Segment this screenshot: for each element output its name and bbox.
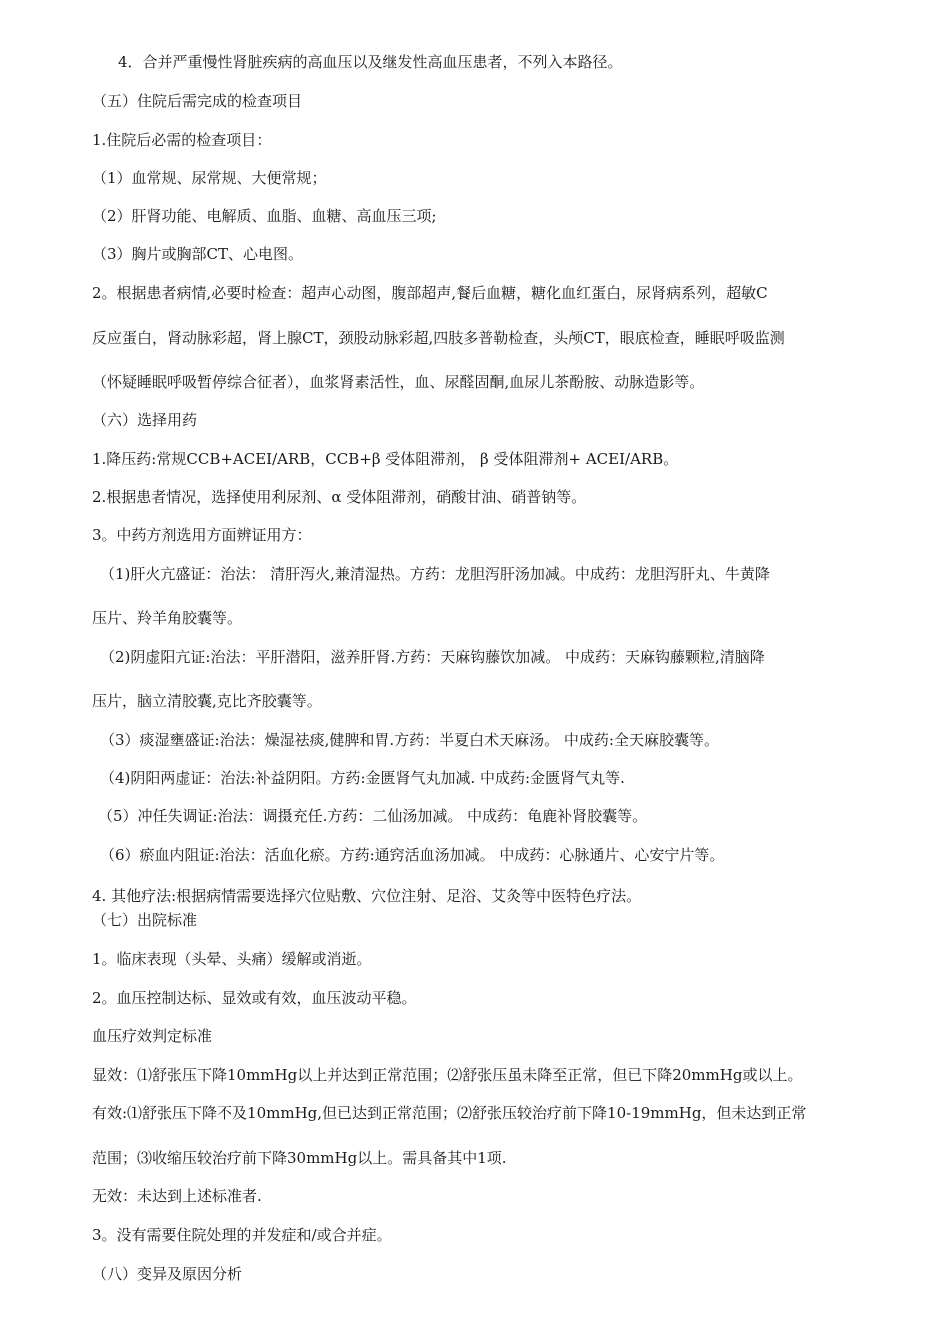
text-line: 2.根据患者情况，选择使用利尿剂、α 受体阻滞剂，硝酸甘油、硝普钠等。 bbox=[92, 488, 587, 506]
text-line: 1.降压药:常规CCB+ACEI/ARB，CCB+β 受体阻滞剂， β 受体阻滞剂+ ACEI/ARB。 bbox=[92, 450, 679, 468]
text-line: 4. 其他疗法:根据病情需要选择穴位贴敷、穴位注射、足浴、艾灸等中医特色疗法。 bbox=[92, 887, 642, 905]
section-heading-7: （七）出院标准 bbox=[92, 911, 198, 929]
text-line: 压片、羚羊角胶囊等。 bbox=[92, 609, 243, 627]
text-line: 有效:⑴舒张压下降不及10mmHg,但已达到正常范围；⑵舒张压较治疗前下降10-19mmHg，但未达到正常 bbox=[92, 1104, 807, 1122]
subheading: 血压疗效判定标准 bbox=[92, 1027, 213, 1045]
text-line: 1.住院后必需的检查项目： bbox=[92, 131, 272, 149]
section-heading-5: （五）住院后需完成的检查项目 bbox=[92, 92, 303, 110]
text-line: 4．合并严重慢性肾脏疾病的高血压以及继发性高血压患者，不列入本路径。 bbox=[118, 53, 623, 71]
text-line: （6）瘀血内阻证:治法：活血化瘀。方药:通窍活血汤加减。 中成药：心脉通片、心安宁片等。 bbox=[100, 846, 725, 864]
text-line: 范围；⑶收缩压较治疗前下降30mmHg以上。需具备其中1项. bbox=[92, 1149, 507, 1167]
text-line: 2。根据患者病情,必要时检查：超声心动图，腹部超声,餐后血糖，糖化血红蛋白，尿肾病系列，超敏C bbox=[92, 284, 768, 302]
text-line: （4)阴阳两虚证：治法:补益阴阳。方药:金匮肾气丸加减. 中成药:金匮肾气丸等. bbox=[100, 769, 625, 787]
text-line: 反应蛋白，肾动脉彩超，肾上腺CT，颈股动脉彩超,四肢多普勒检查，头颅CT，眼底检查，睡眠呼吸监测 bbox=[92, 329, 785, 347]
section-heading-8: （八）变异及原因分析 bbox=[92, 1265, 243, 1283]
text-line: 无效：未达到上述标准者. bbox=[92, 1187, 262, 1205]
text-line: （5）冲任失调证:治法：调摄充任.方药：二仙汤加减。 中成药：龟鹿补肾胶囊等。 bbox=[98, 807, 648, 825]
text-line: （1）血常规、尿常规、大便常规； bbox=[92, 169, 327, 187]
text-line: 3。没有需要住院处理的并发症和/或合并症。 bbox=[92, 1226, 392, 1244]
text-line: （3）痰湿壅盛证:治法：燥湿祛痰,健脾和胃.方药：半夏白术天麻汤。 中成药:全天麻胶囊等。 bbox=[100, 731, 719, 749]
text-line: 2。血压控制达标、显效或有效，血压波动平稳。 bbox=[92, 989, 417, 1007]
text-line: 显效：⑴舒张压下降10mmHg以上并达到正常范围；⑵舒张压虽未降至正常，但已下降20mmHg或以上。 bbox=[92, 1066, 803, 1084]
text-line: （2）肝肾功能、电解质、血脂、血糖、高血压三项; bbox=[92, 207, 437, 225]
text-line: （怀疑睡眠呼吸暂停综合征者），血浆肾素活性，血、尿醛固酮,血尿儿茶酚胺、动脉造影等。 bbox=[92, 373, 705, 391]
text-line: （3）胸片或胸部CT、心电图。 bbox=[92, 245, 304, 263]
text-line: （2)阴虚阳亢证:治法：平肝潜阳，滋养肝肾.方药：天麻钩藤饮加减。 中成药：天麻钩藤颗粒,清脑降 bbox=[100, 648, 765, 666]
text-line: 压片，脑立清胶囊,克比齐胶囊等。 bbox=[92, 692, 322, 710]
section-heading-6: （六）选择用药 bbox=[92, 411, 198, 429]
text-line: 1。临床表现（头晕、头痛）缓解或消逝。 bbox=[92, 950, 372, 968]
text-line: 3。中药方剂选用方面辨证用方： bbox=[92, 526, 312, 544]
text-line: （1)肝火亢盛证：治法： 清肝泻火,兼清湿热。方药：龙胆泻肝汤加减。中成药：龙胆泻肝丸、牛黄降 bbox=[100, 565, 770, 583]
